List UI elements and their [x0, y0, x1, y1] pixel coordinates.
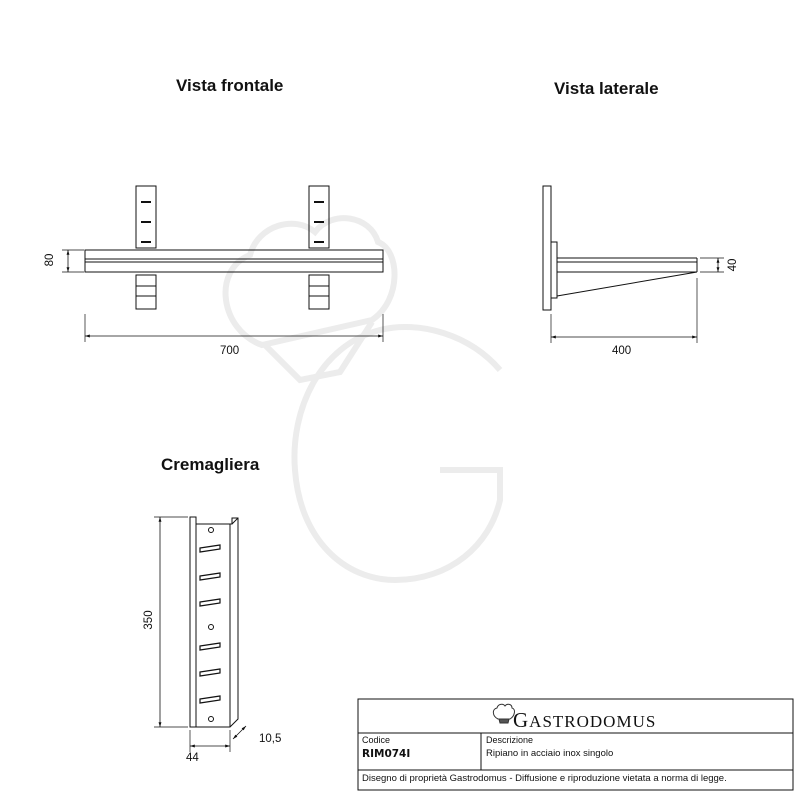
brand-name: GASTRODOMUS [513, 708, 657, 732]
copyright-footer: Disegno di proprietà Gastrodomus - Diffusione e riproduzione vietata a norma di legge. [362, 773, 727, 784]
rack-drawing [154, 517, 246, 752]
front-upright-left [136, 186, 156, 248]
side-view-title: Vista laterale [554, 79, 659, 98]
dim-side-depth: 400 [612, 345, 632, 357]
dim-rack-width: 44 [186, 752, 199, 764]
front-upright-right [309, 186, 329, 248]
codice-label: Codice [362, 735, 391, 745]
front-view-title: Vista frontale [176, 76, 284, 95]
chef-hat-icon [493, 704, 514, 723]
front-shelf [85, 250, 383, 272]
side-view-drawing [543, 186, 724, 343]
dim-side-height: 40 [727, 258, 739, 272]
front-lower-left [136, 275, 156, 309]
dim-front-width: 700 [220, 345, 240, 357]
descrizione-value: Ripiano in acciaio inox singolo [486, 748, 614, 759]
dim-rack-depth: 10,5 [259, 733, 282, 745]
rack-title: Cremagliera [161, 455, 260, 474]
descrizione-label: Descrizione [486, 735, 534, 745]
dim-front-height: 80 [44, 253, 56, 267]
side-wall-plate [543, 186, 551, 310]
dim-rack-height: 350 [143, 610, 155, 630]
front-view-drawing [62, 186, 383, 342]
front-lower-right [309, 275, 329, 309]
codice-value: RIM074I [362, 748, 411, 760]
